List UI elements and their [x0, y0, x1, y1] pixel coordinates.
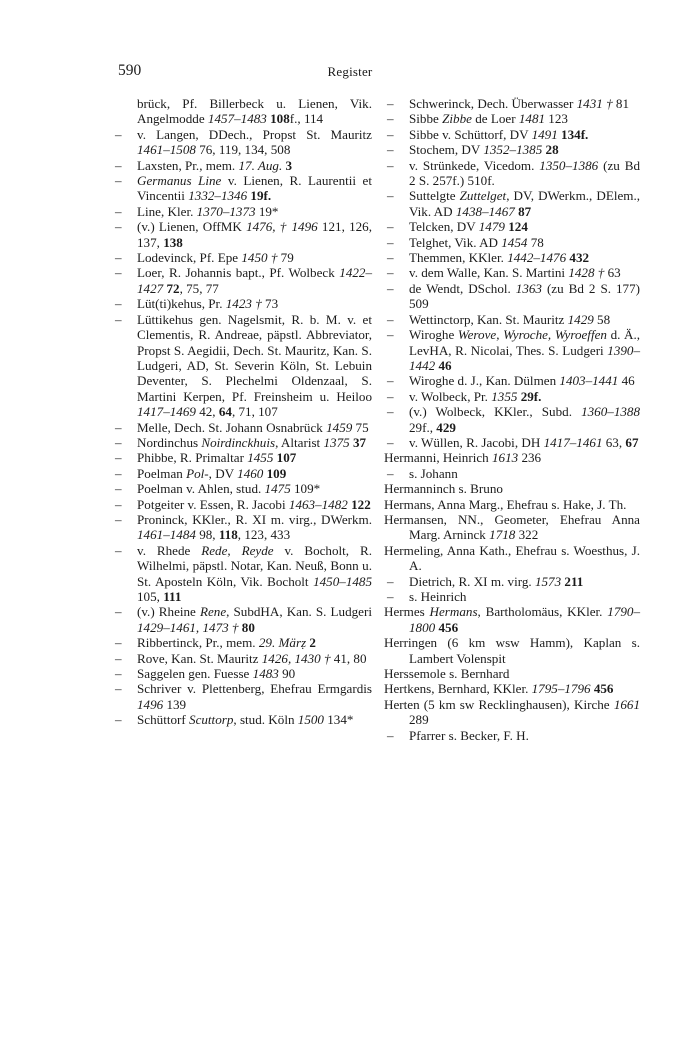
register-entry: Hermansen, NN., Geometer, Ehefrau Anna Marg. Arninck 1718 322 — [384, 511, 640, 543]
register-entry: Hermanni, Heinrich 1613 236 — [384, 450, 542, 466]
register-entry: – v. Strünkede, Vicedom. 1350–1386 (zu Bd 2 S. 257f.) 510f. — [384, 158, 640, 189]
register-entry: – v. Wüllen, R. Jacobi, DH 1417–1461 63, 67 — [384, 435, 640, 450]
register-entry: – v. dem Walle, Kan. S. Martini 1428 † 63 — [384, 265, 640, 280]
register-entry: – Laxsten, Pr., mem. 17. Aug. 3 — [112, 158, 372, 173]
register-entry: – Melle, Dech. St. Johann Osnabrück 1459 75 — [112, 420, 372, 435]
register-entry: – Wiroghe d. J., Kan. Dülmen 1403–1441 46 — [384, 373, 640, 388]
register-entry: – Wiroghe Werove, Wyroche, Wyroeffen d. Ä., LevHA, R. Nicolai, Thes. S. Ludgeri 1390–1442 46 — [384, 327, 640, 373]
register-entry: – Lüttikehus gen. Nagelsmit, R. b. M. v. et Clementis, R. Andreae, päpstl. Abbreviator, Propst S. Aegidii, Dech. St. Mauritz, Kan. S. Ludgeri, AD, St. Severin Köln, St. Lebuin Deventer, S. Plechelmi Oldenzaal, S. Martini Kerpen, Pf. Freinsheim u. Heiloo 1417–1469 42, 64, 71, 107 — [112, 312, 372, 420]
register-entry: – Schwerinck, Dech. Überwasser 1431 † 81 — [384, 96, 640, 111]
register-entry: – de Wendt, DSchol. 1363 (zu Bd 2 S. 177) 509 — [384, 281, 640, 312]
register-column-left — [112, 96, 372, 728]
register-entry: brück, Pf. Billerbeck u. Lienen, Vik. Angelmodde 1457–1483 108f., 114 — [137, 96, 372, 127]
register-entry: – Dietrich, R. XI m. virg. 1573 211 — [384, 574, 640, 589]
register-entry: – Proninck, KKler., R. XI m. virg., DWerkm. 1461–1484 98, 118, 123, 433 — [112, 512, 372, 543]
register-entry: – Themmen, KKler. 1442–1476 432 — [384, 250, 640, 265]
register-entry: – Nordinchus Noirdinckhuis, Altarist 1375 37 — [112, 435, 372, 450]
register-entry: Hermans, Anna Marg., Ehefrau s. Hake, J. Th. — [384, 496, 627, 512]
register-entry: – Rove, Kan. St. Mauritz 1426, 1430 † 41, 80 — [112, 651, 372, 666]
register-entry: – Sibbe v. Schüttorf, DV 1491 134f. — [384, 127, 640, 142]
page-number: 590 — [118, 62, 142, 79]
register-entry: – Line, Kler. 1370–1373 19* — [112, 204, 372, 219]
register-entry: – s. Heinrich — [384, 589, 640, 604]
register-entry: – Potgeiter v. Essen, R. Jacobi 1463–1482 122 — [112, 497, 372, 512]
register-entry: – Saggelen gen. Fuesse 1483 90 — [112, 666, 372, 681]
register-entry: Hermeling, Anna Kath., Ehefrau s. Woesthus, J. A. — [384, 542, 640, 574]
register-entry: – v. Rhede Rede, Reyde v. Bocholt, R. Wilhelmi, päpstl. Notar, Kan. Neuß, Bonn u. St. Aposteln Köln, Vik. Bocholt 1450–1485 105, 111 — [112, 543, 372, 605]
register-entry: – Poelman v. Ahlen, stud. 1475 109* — [112, 481, 372, 496]
register-entry: – Pfarrer s. Becker, F. H. — [384, 728, 640, 743]
register-entry: – s. Johann — [384, 466, 640, 481]
register-entry: – Suttelgte Zuttelget, DV, DWerkm., DElem., Vik. AD 1438–1467 87 — [384, 188, 640, 219]
register-entry: – Phibbe, R. Primaltar 1455 107 — [112, 450, 372, 465]
register-entry: – (v.) Rheine Rene, SubdHA, Kan. S. Ludgeri 1429–1461, 1473 † 80 — [112, 604, 372, 635]
register-entry: – Telcken, DV 1479 124 — [384, 219, 640, 234]
page-header-title: Register — [327, 64, 373, 79]
register-entry: – Lüt(ti)kehus, Pr. 1423 † 73 — [112, 296, 372, 311]
register-entry: – Loer, R. Johannis bapt., Pf. Wolbeck 1422–1427 72, 75, 77 — [112, 265, 372, 296]
register-entry: Herringen (6 km wsw Hamm), Kaplan s. Lambert Volenspit — [384, 635, 640, 666]
register-entry: – Sibbe Zibbe de Loer 1481 123 — [384, 111, 640, 126]
register-entry: – Stochem, DV 1352–1385 28 — [384, 142, 640, 157]
register-entry: Hermanninch s. Bruno — [384, 481, 503, 497]
register-entry: Herssemole s. Bernhard — [384, 666, 510, 682]
register-entry: Herten (5 km sw Recklinghausen), Kirche 1661 289 — [384, 696, 640, 728]
register-entry: – Germanus Line v. Lienen, R. Laurentii et Vincentii 1332–1346 19f. — [112, 173, 372, 204]
register-column-right — [384, 96, 640, 743]
register-entry: – (v.) Wolbeck, KKler., Subd. 1360–1388 29f., 429 — [384, 404, 640, 435]
register-entry: – Poelman Pol-, DV 1460 109 — [112, 466, 372, 481]
register-entry: – Schriver v. Plettenberg, Ehefrau Ermgardis 1496 139 — [112, 681, 372, 712]
register-entry: – Telghet, Vik. AD 1454 78 — [384, 235, 640, 250]
register-entry: – Wettinctorp, Kan. St. Mauritz 1429 58 — [384, 312, 640, 327]
register-entry: Hermes Hermans, Bartholomäus, KKler. 1790–1800 456 — [384, 604, 640, 635]
register-entry: – (v.) Lienen, OffMK 1476, † 1496 121, 126, 137, 138 — [112, 219, 372, 250]
register-entry: – Ribbertinck, Pr., mem. 29. Märẓ 2 — [112, 635, 372, 650]
register-entry: – v. Langen, DDech., Propst St. Mauritz 1461–1508 76, 119, 134, 508 — [112, 127, 372, 158]
register-entry: Hertkens, Bernhard, KKler. 1795–1796 456 — [384, 681, 614, 697]
register-entry: – Lodevinck, Pf. Epe 1450 † 79 — [112, 250, 372, 265]
register-entry: – v. Wolbeck, Pr. 1355 29f. — [384, 389, 640, 404]
register-entry: – Schüttorf Scuttorp, stud. Köln 1500 134* — [112, 712, 372, 727]
